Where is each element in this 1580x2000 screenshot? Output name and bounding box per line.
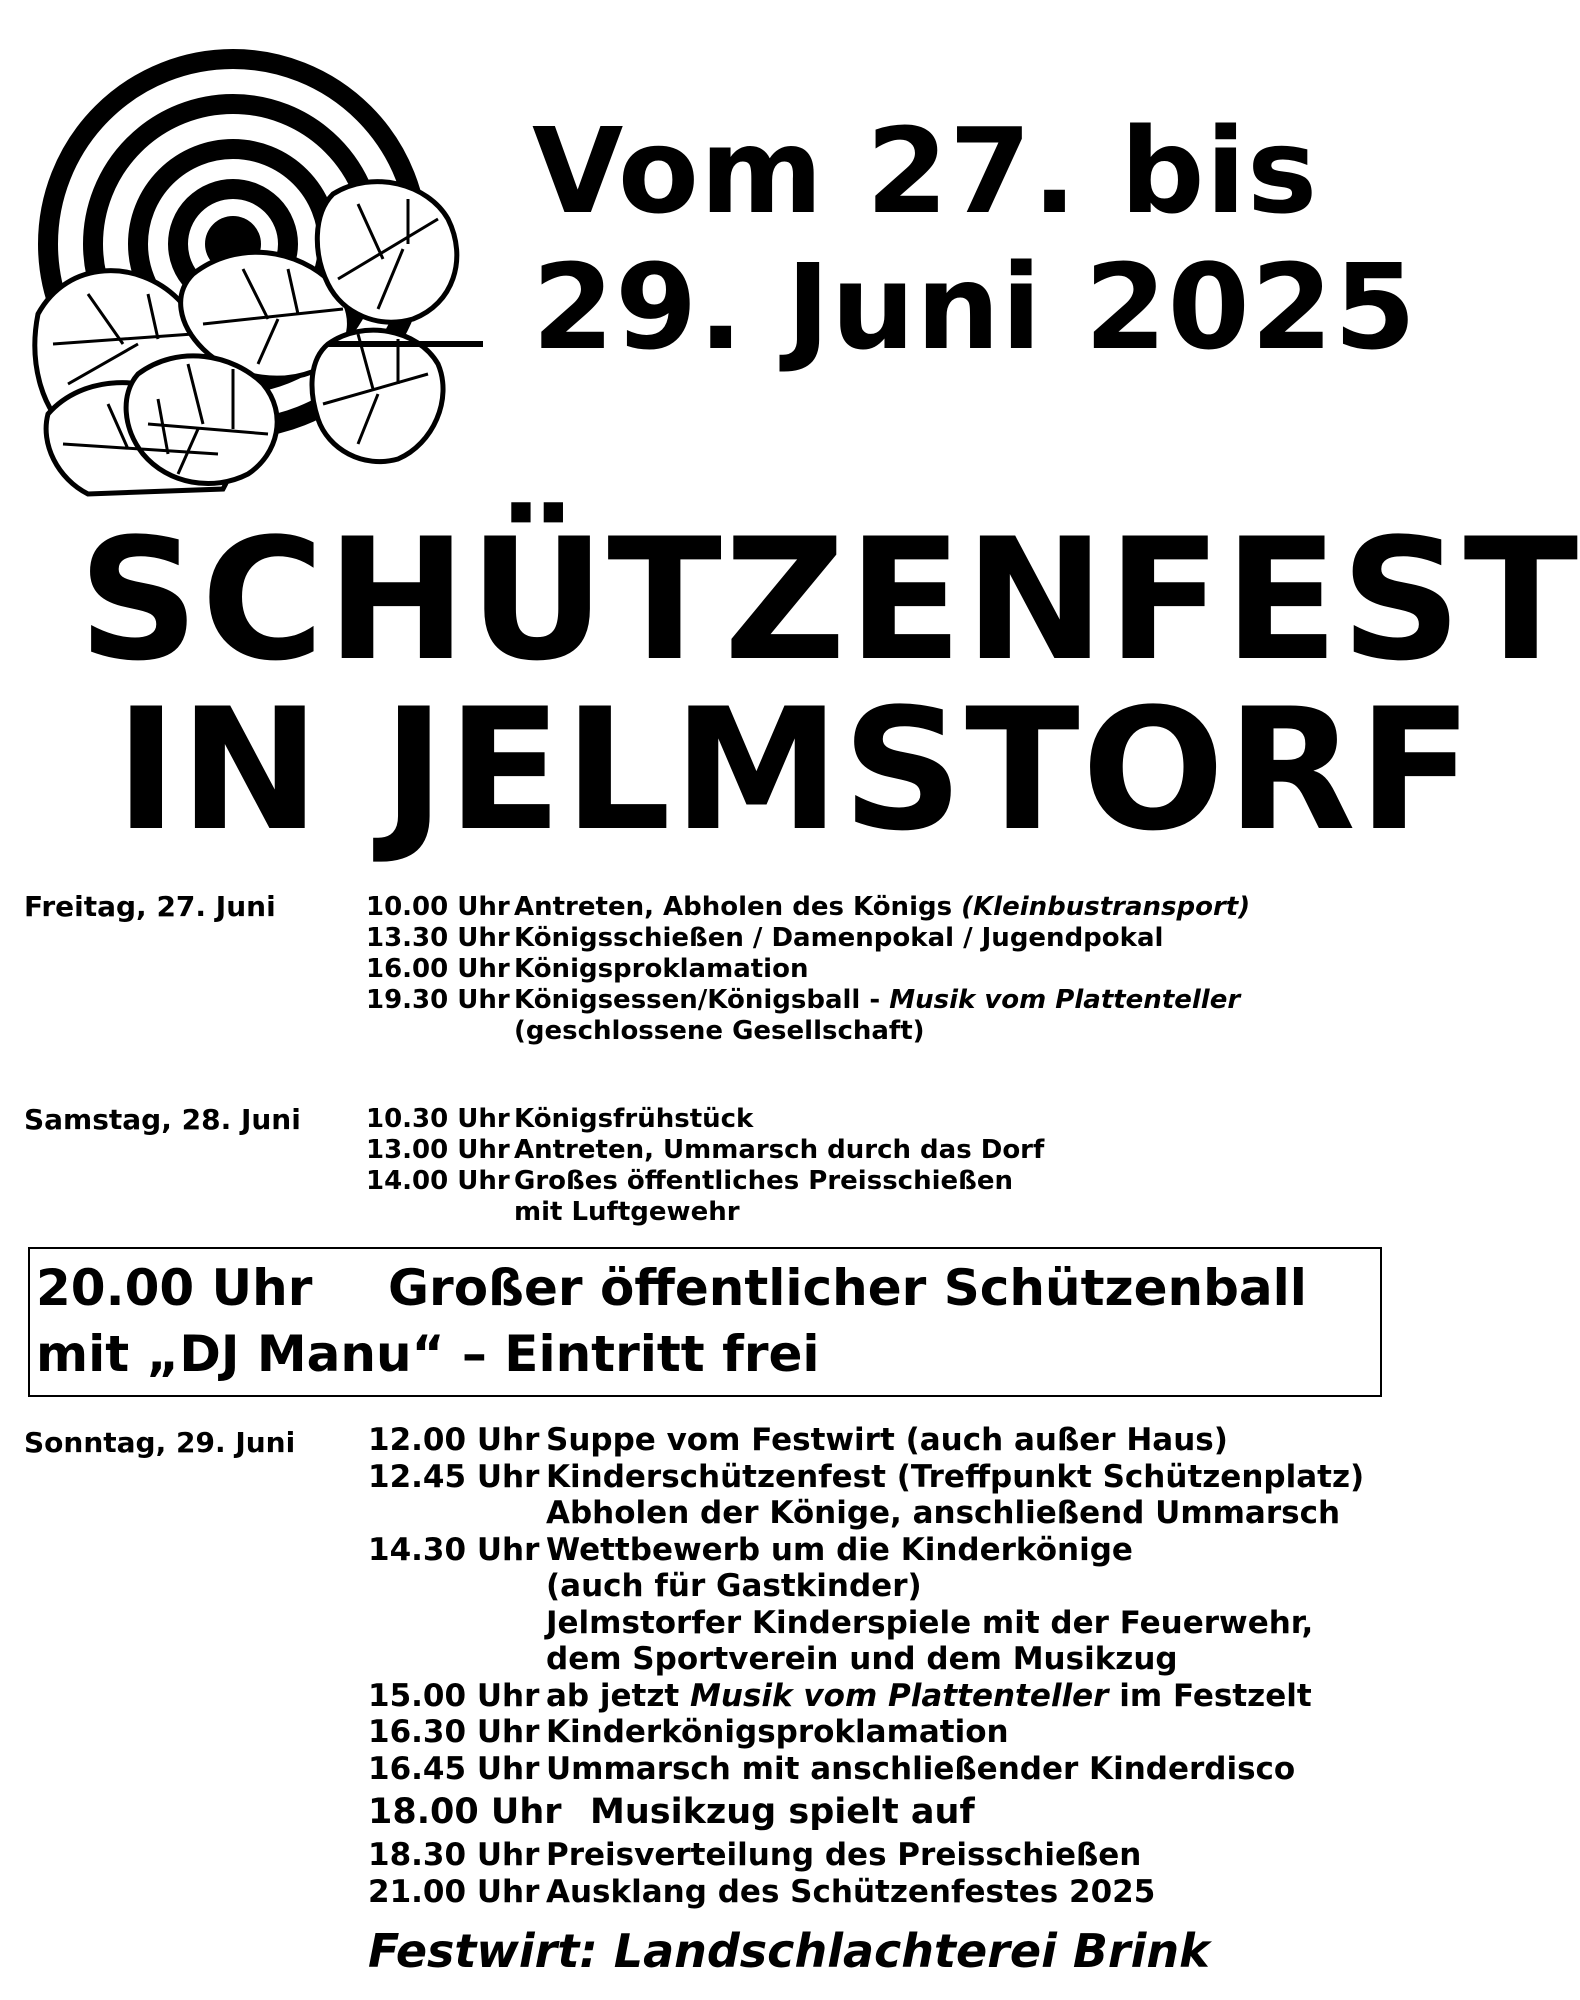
schedule-time: 14.30 Uhr — [368, 1531, 540, 1568]
schedule-text: Königsproklamation — [514, 954, 809, 984]
schedule-time: 16.30 Uhr — [368, 1714, 540, 1750]
schedule-item — [366, 1135, 1044, 1166]
schedule-item — [366, 892, 1250, 923]
schedule-item — [366, 1104, 1044, 1135]
sunday-schedule — [368, 1422, 1364, 1910]
schedule-text: Königsessen/Königsball - — [514, 985, 890, 1015]
schedule-item — [368, 1459, 1364, 1496]
schedule-item — [368, 1874, 1364, 1911]
schedule-text: Kinderschützenfest (Treffpunkt Schützenplatz) — [546, 1458, 1365, 1495]
event-title-line-2: IN JELMSTORF — [115, 672, 1475, 868]
schedule-item-highlight — [368, 1787, 1364, 1837]
schedule-item — [368, 1532, 1364, 1569]
schedule-time: 21.00 Uhr — [368, 1873, 540, 1910]
schedule-item — [368, 1422, 1364, 1459]
schedule-text-italic: (Kleinbustransport) — [961, 892, 1251, 922]
schedule-continuation: mit Luftgewehr — [514, 1197, 740, 1227]
schedule-time: 16.00 Uhr — [366, 954, 510, 984]
schedule-time: 18.00 Uhr — [368, 1792, 562, 1832]
schedule-item — [368, 1837, 1364, 1874]
highlight-line-2: mit „DJ Manu“ – Eintritt frei — [36, 1325, 820, 1383]
schedule-time: 13.30 Uhr — [366, 923, 510, 953]
date-range-line-1: Vom 27. bis — [532, 102, 1319, 240]
schedule-text: Kinderkönigsproklamation — [546, 1714, 1009, 1750]
schedule-continuation: (auch für Gastkinder) — [546, 1568, 922, 1604]
schedule-continuation: Abholen der Könige, anschließend Ummarsch — [546, 1495, 1341, 1531]
day-label-sunday: Sonntag, 29. Juni — [24, 1426, 296, 1459]
schedule-item — [366, 985, 1250, 1016]
schedule-text: Antreten, Abholen des Königs — [514, 892, 962, 922]
schedule-text: Königsfrühstück — [514, 1104, 754, 1134]
festwirt-caterer: Festwirt: Landschlachterei Brink — [368, 1924, 1210, 1978]
day-label-saturday: Samstag, 28. Juni — [24, 1103, 301, 1136]
schedule-continuation: dem Sportverein und dem Musikzug — [546, 1641, 1178, 1677]
schuetzenball-highlight-box — [28, 1247, 1382, 1397]
highlight-time: 20.00 Uhr — [36, 1259, 313, 1317]
schedule-time: 14.00 Uhr — [366, 1166, 510, 1196]
schedule-text: Musikzug spielt auf — [590, 1792, 975, 1832]
target-with-oak-leaves-icon — [28, 44, 488, 494]
schedule-text: Ummarsch mit anschließender Kinderdisco — [546, 1750, 1296, 1787]
schedule-text: ab jetzt — [546, 1677, 691, 1714]
schedule-item — [368, 1714, 1364, 1751]
schedule-item — [366, 923, 1250, 954]
schedule-continuation: (geschlossene Gesellschaft) — [514, 1016, 925, 1046]
schedule-time: 18.30 Uhr — [368, 1837, 540, 1873]
schedule-text: Ausklang des Schützenfestes 2025 — [546, 1873, 1156, 1910]
schedule-time: 12.00 Uhr — [368, 1422, 540, 1458]
schedule-text-italic: Musik vom Plattenteller — [690, 1677, 1109, 1714]
schedule-time: 19.30 Uhr — [366, 985, 510, 1015]
schedule-time: 13.00 Uhr — [366, 1135, 510, 1165]
schedule-text: Preisverteilung des Preisschießen — [546, 1837, 1142, 1873]
date-range-line-2: 29. Juni 2025 — [532, 238, 1417, 376]
friday-schedule — [366, 892, 1250, 1047]
schedule-time: 16.45 Uhr — [368, 1750, 540, 1787]
day-label-friday: Freitag, 27. Juni — [24, 890, 276, 923]
schedule-time: 10.00 Uhr — [366, 892, 510, 922]
schedule-text: im Festzelt — [1108, 1677, 1312, 1714]
schedule-item — [368, 1678, 1364, 1715]
schedule-item — [366, 954, 1250, 985]
event-title-line-1: SCHÜTZENFEST — [78, 502, 1580, 698]
schedule-time: 15.00 Uhr — [368, 1677, 540, 1714]
schedule-time: 10.30 Uhr — [366, 1104, 510, 1134]
schedule-continuation: Jelmstorfer Kinderspiele mit der Feuerwehr, — [546, 1604, 1314, 1641]
highlight-line-1 — [30, 1255, 1380, 1321]
saturday-schedule — [366, 1104, 1044, 1228]
schedule-text: Antreten, Ummarsch durch das Dorf — [514, 1135, 1045, 1165]
schedule-text: Großes öffentliches Preisschießen — [514, 1166, 1013, 1196]
highlight-text: Großer öffentlicher Schützenball — [388, 1259, 1307, 1317]
schedule-text: Suppe vom Festwirt (auch außer Haus) — [546, 1422, 1228, 1458]
schedule-text: Königsschießen / Damenpokal / Jugendpokal — [514, 923, 1164, 953]
schedule-time: 12.45 Uhr — [368, 1458, 540, 1495]
schedule-text-italic: Musik vom Plattenteller — [889, 985, 1241, 1015]
schedule-text: Wettbewerb um die Kinderkönige — [546, 1531, 1133, 1568]
schedule-item — [366, 1166, 1044, 1197]
schedule-item — [368, 1751, 1364, 1788]
